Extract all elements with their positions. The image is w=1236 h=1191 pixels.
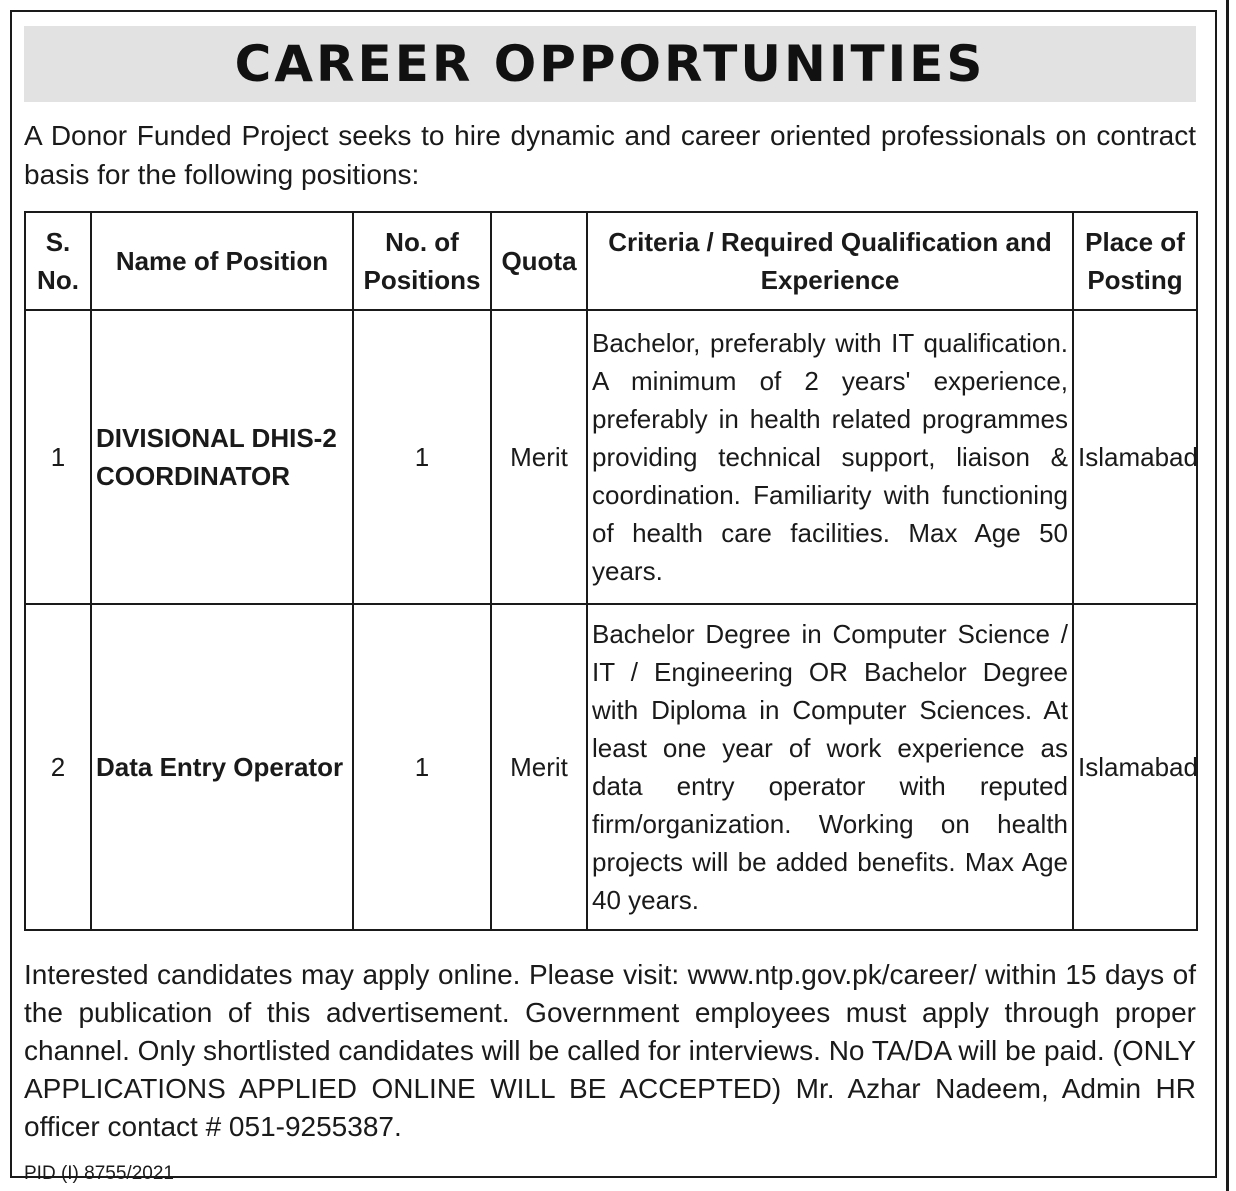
header-quota: Quota bbox=[491, 212, 587, 310]
page-edge-line bbox=[1226, 0, 1229, 1191]
table-header-row bbox=[25, 212, 1197, 310]
header-count: No. of Positions bbox=[353, 212, 491, 310]
header-place: Place of Posting bbox=[1073, 212, 1197, 310]
row-criteria: Bachelor, preferably with IT qualification. A minimum of 2 years' experience, preferably in health related programmes providing technical support, liaison & coordination. Familiarity with functioning of health care facilities. Max Age 50 years. bbox=[587, 310, 1073, 604]
application-instructions: Interested candidates may apply online. Please visit: www.ntp.gov.pk/career/ within 15 days of the publication of this advertisement. Government employees must apply through proper channel. Only shortlisted candidates will be called for interviews. No TA/DA will be paid. (ONLY APPLICATIONS APPLIED ONLINE WILL BE ACCEPTED) Mr. Azhar Nadeem, Admin HR officer contact # 051-9255387. bbox=[24, 959, 1196, 1142]
advertisement bbox=[10, 10, 1217, 1184]
table-row bbox=[25, 604, 1197, 930]
row-sno: 2 bbox=[25, 604, 91, 930]
row-place: Islamabad bbox=[1073, 604, 1197, 930]
row-place: Islamabad bbox=[1073, 310, 1197, 604]
page-title: CAREER OPPORTUNITIES bbox=[234, 35, 986, 93]
row-position: DIVISIONAL DHIS-2 COORDINATOR bbox=[91, 310, 353, 604]
row-sno: 1 bbox=[25, 310, 91, 604]
pid-number: PID (I) 8755/2021 bbox=[24, 1163, 174, 1184]
row-count: 1 bbox=[353, 604, 491, 930]
header-position: Name of Position bbox=[91, 212, 353, 310]
table-row bbox=[25, 310, 1197, 604]
row-quota: Merit bbox=[491, 310, 587, 604]
header-criteria: Criteria / Required Qualification and Experience bbox=[587, 212, 1073, 310]
intro-text: A Donor Funded Project seeks to hire dynamic and career oriented professionals on contract basis for the following positions: bbox=[24, 120, 1196, 190]
title-banner bbox=[24, 26, 1196, 102]
positions-table bbox=[24, 211, 1198, 931]
row-quota: Merit bbox=[491, 604, 587, 930]
row-count: 1 bbox=[353, 310, 491, 604]
header-sno: S. No. bbox=[25, 212, 91, 310]
row-criteria: Bachelor Degree in Computer Science / IT / Engineering OR Bachelor Degree with Diploma in Computer Sciences. At least one year of work experience as data entry operator with reputed firm/organization. Working on health projects will be added benefits. Max Age 40 years. bbox=[587, 604, 1073, 930]
row-position: Data Entry Operator bbox=[91, 604, 353, 930]
